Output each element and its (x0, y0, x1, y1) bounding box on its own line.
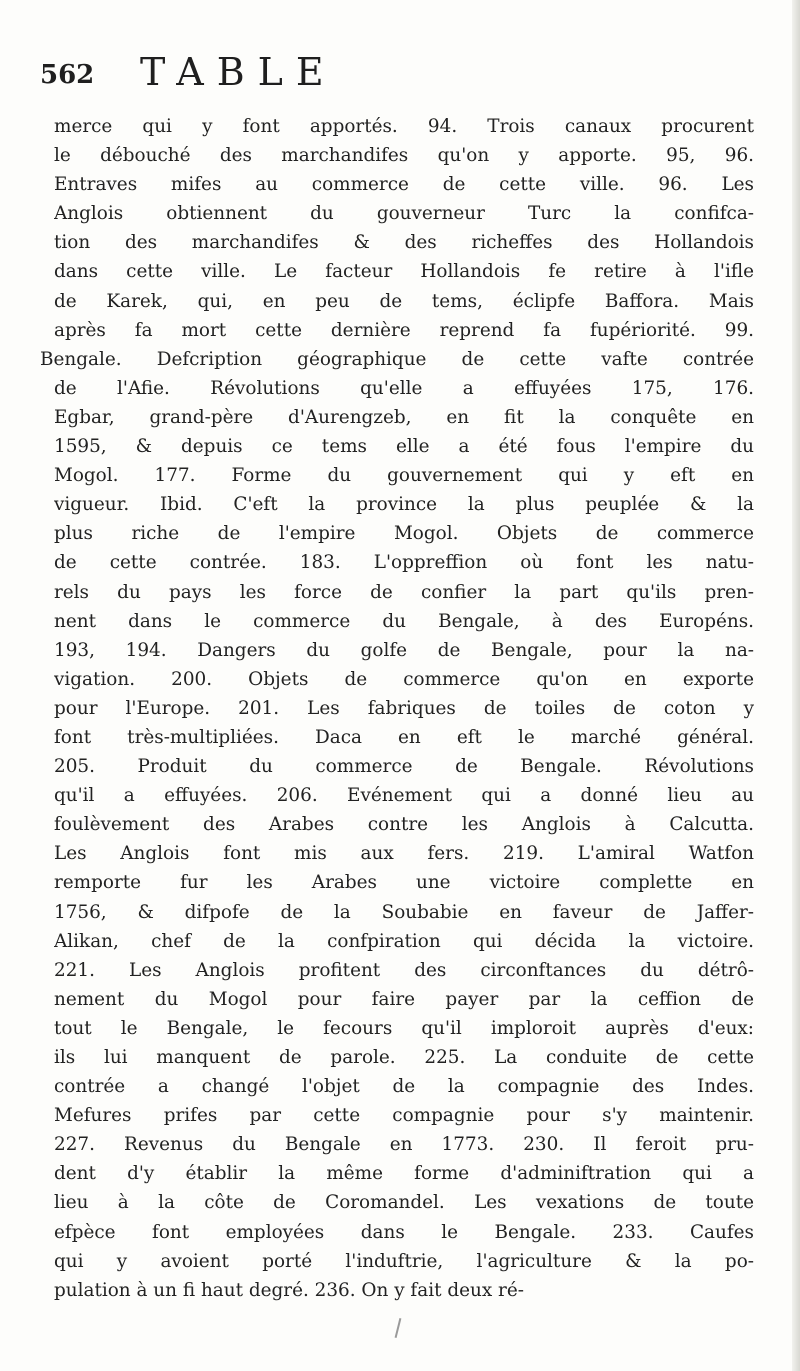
text-line: efpèce font employées dans le Bengale. 233. Caufes (54, 1221, 754, 1243)
text-line: Mefures prifes par cette compagnie pour s'y maintenir. (54, 1105, 754, 1127)
text-line: après fa mort cette dernière reprend fa fupériorité. 99. (54, 319, 754, 341)
running-title: TABLE (140, 50, 337, 94)
text-line: de l'Afie. Révolutions qu'elle a effuyées 175, 176. (54, 377, 754, 399)
text-line: 1595, & depuis ce tems elle a été fous l'empire du (54, 436, 754, 458)
text-line: font très-multipliées. Daca en eft le marché général. (54, 726, 754, 748)
text-line: lieu à la côte de Coromandel. Les vexations de toute (54, 1192, 754, 1214)
text-line: Anglois obtiennent du gouverneur Turc la confifca- (54, 203, 754, 225)
text-line: Mogol. 177. Forme du gouvernement qui y eft en (54, 465, 754, 487)
index-text-block (40, 112, 754, 1305)
text-line: 227. Revenus du Bengale en 1773. 230. Il feroit pru- (54, 1134, 754, 1156)
text-line: pour l'Europe. 201. Les fabriques de toiles de coton y (54, 697, 754, 719)
text-line: dans cette ville. Le facteur Hollandois fe retire à l'ifle (54, 261, 754, 283)
page-header (40, 40, 780, 100)
text-line: foulèvement des Arabes contre les Anglois à Calcutta. (54, 814, 754, 836)
text-line: remporte fur les Arabes une victoire complette en (54, 872, 754, 894)
text-line: Egbar, grand-père d'Aurengzeb, en fit la conquête en (54, 406, 754, 428)
text-line: de cette contrée. 183. L'oppreffion où font les natu- (54, 552, 754, 574)
text-line: plus riche de l'empire Mogol. Objets de commerce (54, 523, 754, 545)
text-line: nement du Mogol pour faire payer par la ceffion de (54, 988, 754, 1010)
text-line: 205. Produit du commerce de Bengale. Révolutions (54, 756, 754, 778)
page-edge (792, 0, 800, 1371)
page-mark (395, 1318, 402, 1338)
text-line: merce qui y font apportés. 94. Trois canaux procurent (54, 116, 754, 137)
text-line: ils lui manquent de parole. 225. La conduite de cette (54, 1047, 754, 1068)
text-line: tion des marchandifes & des richeffes des Hollandois (54, 232, 754, 254)
text-line: Bengale. Defcription géographique de cette vafte contrée (40, 348, 754, 370)
text-line: pulation à un fi haut degré. 236. On y fait deux ré- (54, 1279, 524, 1301)
text-line: le débouché des marchandifes qu'on y apporte. 95, 96. (54, 145, 754, 167)
text-line: dent d'y établir la même forme d'adminiftration qui a (54, 1163, 754, 1185)
text-line: rels du pays les force de confier la part qu'ils pren- (54, 581, 754, 603)
text-line: qui y avoient porté l'induftrie, l'agriculture & la po- (54, 1250, 754, 1272)
text-line: qu'il a effuyées. 206. Evénement qui a donné lieu au (54, 785, 754, 807)
text-line: Les Anglois font mis aux fers. 219. L'amiral Watfon (54, 843, 754, 865)
text-line: de Karek, qui, en peu de tems, éclipfe Baffora. Mais (54, 290, 754, 312)
text-line: contrée a changé l'objet de la compagnie des Indes. (54, 1076, 754, 1098)
text-line: vigueur. Ibid. C'eft la province la plus peuplée & la (54, 494, 754, 516)
text-line: 221. Les Anglois profitent des circonftances du détrô- (54, 959, 754, 981)
text-line: tout le Bengale, le fecours qu'il imploroit auprès d'eux: (54, 1017, 754, 1039)
page-number: 562 (40, 60, 95, 90)
text-line: nent dans le commerce du Bengale, à des Européns. (54, 610, 754, 632)
text-line: 1756, & difpofe de la Soubabie en faveur de Jaffer- (54, 901, 754, 923)
text-line: 193, 194. Dangers du golfe de Bengale, pour la na- (54, 639, 754, 661)
text-line: vigation. 200. Objets de commerce qu'on en exporte (54, 668, 754, 690)
text-line: Entraves mifes au commerce de cette ville. 96. Les (54, 174, 754, 196)
text-line: Alikan, chef de la confpiration qui décida la victoire. (54, 930, 754, 952)
